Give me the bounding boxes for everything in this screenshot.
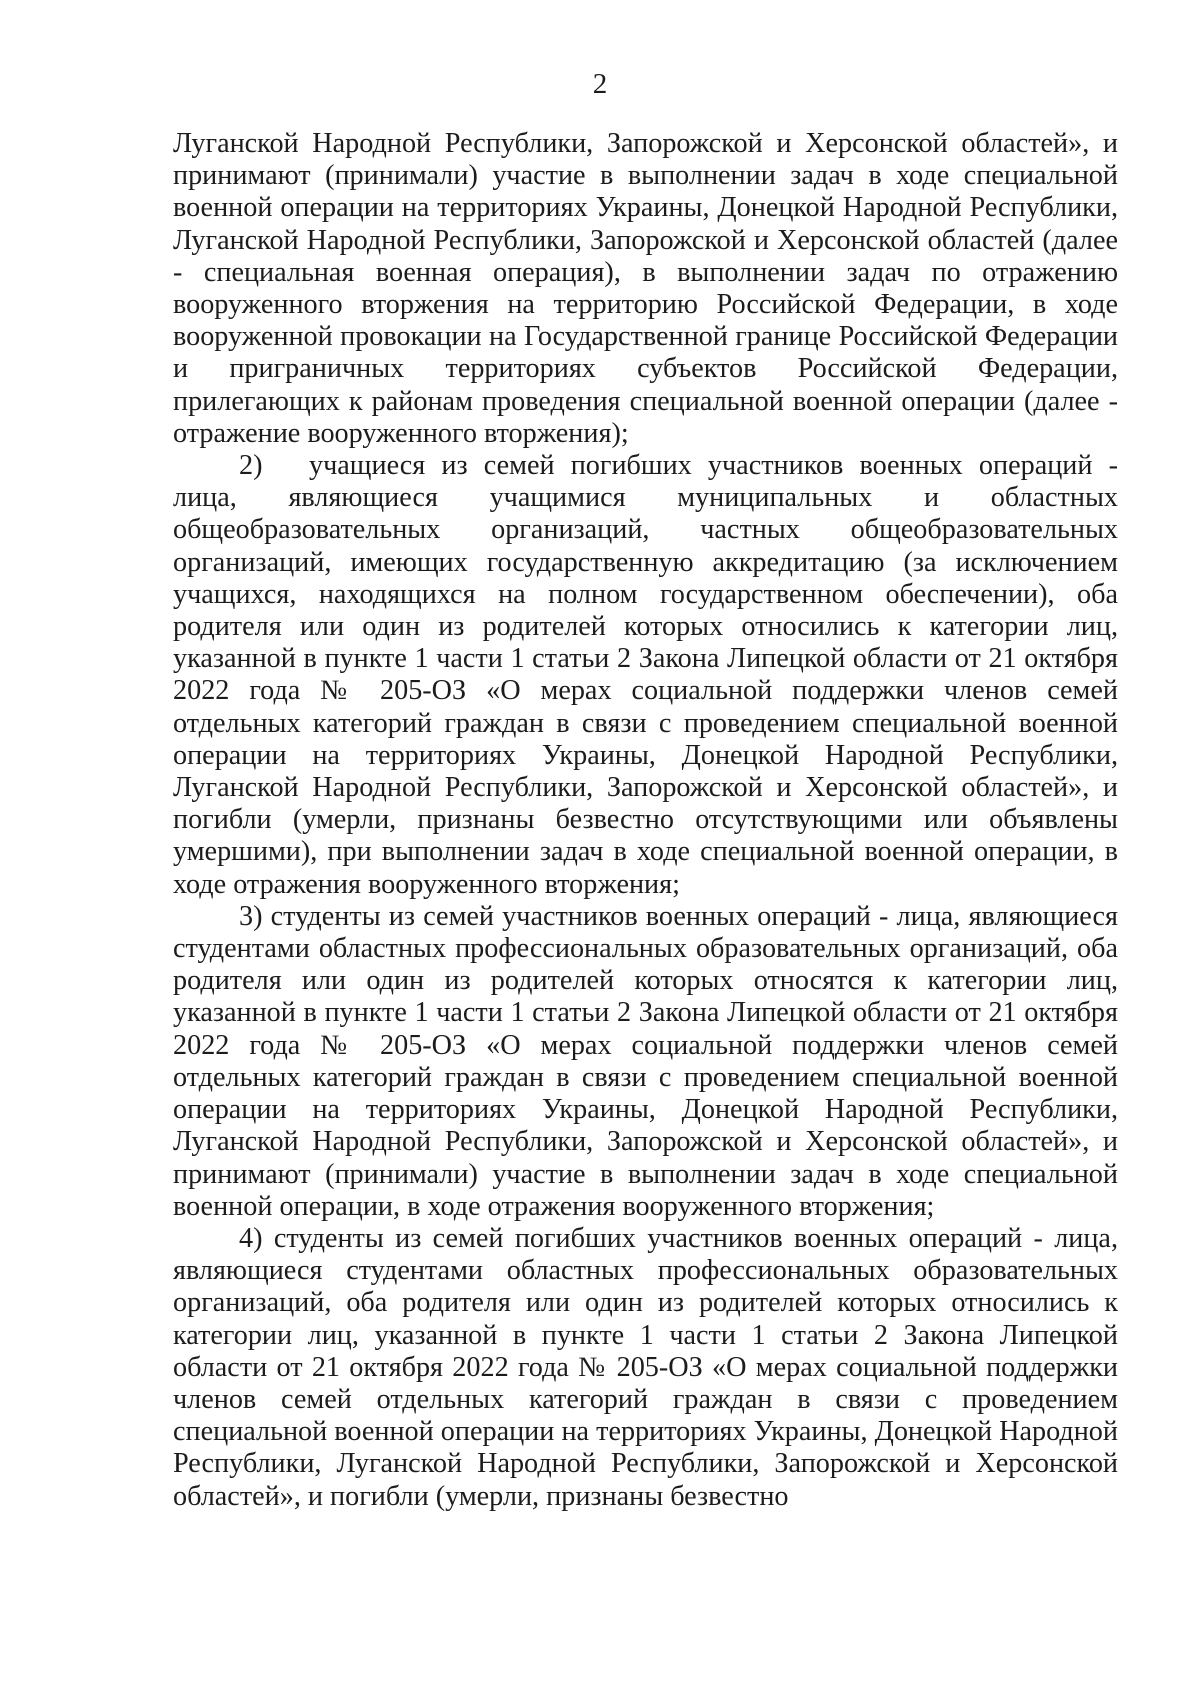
- list-item-number: 2): [239, 450, 263, 482]
- document-body: [173, 128, 1118, 1513]
- list-item-3: [173, 901, 1118, 1223]
- list-item-4: [173, 1223, 1118, 1513]
- paragraph-continuation: [173, 128, 1118, 450]
- paragraph-text: 4) студенты из семей погибших участников военных операций - лица, являющиеся студентами областных профессиональных образовательных организаций, оба родителя или один из родителей которых относились к категории лиц, указанной в пункте 1 части 1 статьи 2 Закона Липецкой области от 21 октября 2022 года № 205-ОЗ «О мерах социальной поддержки членов семей отдельных категорий граждан в связи с проведением специальной военной операции на территориях Украины, Донецкой Народной Республики, Луганской Народной Республики, Запорожской и Херсонской областей», и погибли (умерли, признаны безвестно: [173, 1222, 1118, 1512]
- paragraph-text: Луганской Народной Республики, Запорожской и Херсонской областей», и принимают (принимали) участие в выполнении задач в ходе специальной военной операции на территориях Украины, Донецкой Народной Республики, Луганской Народной Республики, Запорожской и Херсонской областей (далее - специальная военная операция), в выполнении задач по отражению вооруженного вторжения на территорию Российской Федерации, в ходе вооруженной провокации на Государственной границе Российской Федерации и приграничных территориях субъектов Российской Федерации, прилегающих к районам проведения специальной военной операции (далее - отражение вооруженного вторжения);: [173, 128, 1118, 449]
- paragraph-text: 3) студенты из семей участников военных операций - лица, являющиеся студентами областных профессиональных образовательных организаций, оба родителя или один из родителей которых относятся к категории лиц, указанной в пункте 1 части 1 статьи 2 Закона Липецкой области от 21 октября 2022 года № 205-ОЗ «О мерах социальной поддержки членов семей отдельных категорий граждан в связи с проведением специальной военной операции на территориях Украины, Донецкой Народной Республики, Луганской Народной Республики, Запорожской и Херсонской областей», и принимают (принимали) участие в выполнении задач в ходе специальной военной операции, в ходе отражения вооруженного вторжения;: [173, 900, 1118, 1222]
- page-number: 2: [592, 68, 608, 100]
- paragraph-text: учащиеся из семей погибших участников военных операций - лица, являющиеся учащимися муниципальных и областных общеобразовательных организаций, частных общеобразовательных организаций, имеющих государственную аккредитацию (за исключением учащихся, находящихся на полном государственном обеспечении), оба родителя или один из родителей которых относились к категории лиц, указанной в пункте 1 части 1 статьи 2 Закона Липецкой области от 21 октября 2022 года № 205-ОЗ «О мерах социальной поддержки членов семей отдельных категорий граждан в связи с проведением специальной военной операции на территориях Украины, Донецкой Народной Республики, Луганской Народной Республики, Запорожской и Херсонской областей», и погибли (умерли, признаны безвестно отсутствующими или объявлены умершими), при выполнении задач в ходе специальной военной операции, в ходе отражения вооруженного вторжения;: [173, 450, 1118, 900]
- list-item-2: [173, 450, 1118, 901]
